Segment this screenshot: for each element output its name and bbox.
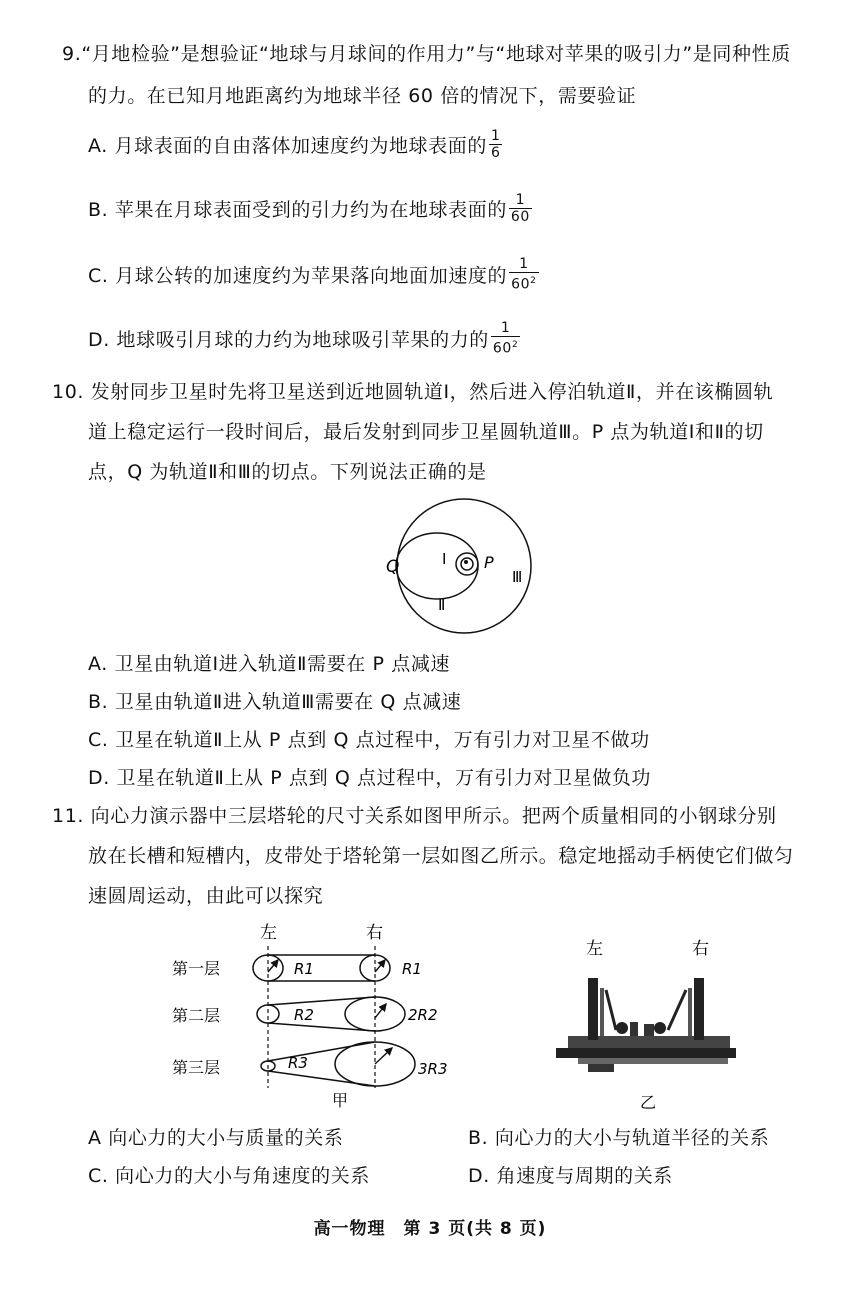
- earth-center: [464, 560, 468, 564]
- left-lever: [606, 990, 616, 1030]
- q10-option-b: B. 卫星由轨道Ⅱ进入轨道Ⅲ需要在 Q 点减速: [88, 691, 462, 713]
- q9-option-d-fraction: [491, 320, 520, 357]
- label-orbit-ii: Ⅱ: [438, 596, 446, 614]
- fraction-numerator: 1: [515, 192, 526, 208]
- layer3-right-radius: [375, 1048, 392, 1064]
- fraction-denominator: 6: [490, 145, 501, 161]
- earth: [461, 558, 473, 570]
- label-l3-left: R3: [288, 1054, 308, 1072]
- q11-stem-line1: 11. 向心力演示器中三层塔轮的尺寸关系如图甲所示。把两个质量相同的小钢球分别: [52, 805, 777, 827]
- apparatus-base: [556, 1048, 736, 1058]
- caption-yi: 乙: [640, 1093, 657, 1112]
- fraction-numerator: 1: [490, 128, 501, 144]
- orbit-iii: [397, 499, 531, 633]
- label-right: 右: [366, 923, 383, 943]
- q11-option-a: A 向心力的大小与质量的关系: [88, 1127, 344, 1149]
- fraction-den-base: 60: [492, 340, 512, 357]
- layer2-left-wheel: [257, 1005, 279, 1023]
- orbit-diagram: [380, 494, 550, 644]
- label-layer1: 第一层: [172, 959, 221, 978]
- q9-option-c-text: C. 月球公转的加速度约为苹果落向地面加速度的: [88, 264, 508, 287]
- layer2-right-radius: [375, 1004, 386, 1018]
- fraction-denominator: [491, 336, 520, 357]
- q9-stem-line2: 的力。在已知月地距离约为地球半径 60 倍的情况下，需要验证: [88, 85, 637, 107]
- label-right: 右: [692, 939, 709, 959]
- label-l1-right: R1: [402, 960, 422, 978]
- fraction-numerator: 1: [519, 256, 529, 272]
- q9-stem-line1: 9.“月地检验”是想验证“地球与月球间的作用力”与“地球对苹果的吸引力”是同种性质: [62, 43, 791, 65]
- label-left: 左: [260, 923, 277, 943]
- q11-stem-line2: 放在长槽和短槽内，皮带处于塔轮第一层如图乙所示。稳定地摇动手柄使它们做匀: [88, 845, 794, 867]
- caption-jia: 甲: [332, 1091, 349, 1110]
- q9-option-a: [88, 130, 502, 163]
- q9-option-b-text: B. 苹果在月球表面受到的引力约为在地球表面的: [88, 199, 507, 221]
- layer1-left-radius: [268, 960, 278, 972]
- q9-option-d: [88, 322, 520, 359]
- right-column: [694, 978, 704, 1040]
- fraction-denominator: 60: [510, 209, 530, 225]
- left-holder: [630, 1022, 638, 1036]
- label-q: Q: [386, 557, 400, 577]
- q10-stem-line1: 10. 发射同步卫星时先将卫星送到近地圆轨道Ⅰ，然后进入停泊轨道Ⅱ，并在该椭圆轨: [52, 381, 774, 403]
- layer3-belt-top: [268, 1042, 375, 1061]
- q11-option-b: B. 向心力的大小与轨道半径的关系: [468, 1127, 770, 1149]
- label-l2-right: 2R2: [408, 1006, 438, 1024]
- label-left: 左: [586, 939, 603, 959]
- right-holder: [644, 1024, 654, 1036]
- tower-wheel-diagram-jia: [160, 916, 460, 1112]
- layer1-right-radius: [375, 960, 385, 972]
- right-lever: [668, 990, 686, 1030]
- q9-option-c: [88, 258, 539, 295]
- orbit-i: [456, 553, 478, 575]
- q9-option-b-fraction: [509, 192, 532, 225]
- q9-option-b: [88, 194, 532, 227]
- layer2-belt-top: [268, 997, 375, 1005]
- q10-stem-line2: 道上稳定运行一段时间后，最后发射到同步卫星圆轨道Ⅲ。P 点为轨道Ⅰ和Ⅱ的切: [88, 421, 764, 443]
- left-ball: [616, 1022, 628, 1034]
- q11-stem-line3: 速圆周运动，由此可以探究: [88, 885, 324, 907]
- layer3-belt-bottom: [268, 1071, 375, 1086]
- q10-option-a: A. 卫星由轨道Ⅰ进入轨道Ⅱ需要在 P 点减速: [88, 653, 451, 675]
- label-layer3: 第三层: [172, 1058, 221, 1077]
- q11-option-c: C. 向心力的大小与角速度的关系: [88, 1165, 370, 1187]
- right-sleeve: [688, 988, 692, 1036]
- label-l2-left: R2: [294, 1006, 314, 1024]
- orbit-ii: [396, 533, 478, 599]
- q10-option-c: C. 卫星在轨道Ⅱ上从 P 点到 Q 点过程中，万有引力对卫星不做功: [88, 729, 650, 751]
- apparatus-diagram-yi: [548, 930, 748, 1116]
- layer2-belt-bottom: [268, 1023, 375, 1031]
- label-p: P: [484, 553, 494, 572]
- label-layer2: 第二层: [172, 1006, 221, 1025]
- fraction-den-exponent: 2: [530, 276, 537, 286]
- q9-option-a-fraction: [489, 128, 503, 161]
- fraction-numerator: 1: [500, 320, 511, 336]
- page-footer: 高一物理 第 3 页(共 8 页): [313, 1219, 547, 1239]
- apparatus-plate: [578, 1058, 728, 1064]
- fraction-den-exponent: 2: [511, 340, 519, 350]
- right-ball: [654, 1022, 666, 1034]
- left-sleeve: [600, 988, 604, 1036]
- apparatus-wheel: [588, 1064, 614, 1072]
- label-orbit-i: Ⅰ: [442, 550, 447, 568]
- q9-option-c-fraction: [509, 256, 538, 293]
- q10-option-d: D. 卫星在轨道Ⅱ上从 P 点到 Q 点过程中，万有引力对卫星做负功: [88, 767, 652, 789]
- fraction-den-base: 60: [511, 276, 531, 293]
- label-orbit-iii: Ⅲ: [512, 568, 523, 586]
- q9-option-a-text: A. 月球表面的自由落体加速度约为地球表面的: [88, 135, 487, 157]
- left-column: [588, 978, 598, 1040]
- q9-option-d-text: D. 地球吸引月球的力约为地球吸引苹果的力的: [88, 328, 489, 351]
- q11-option-d: D. 角速度与周期的关系: [468, 1165, 673, 1187]
- label-l3-right: 3R3: [418, 1060, 448, 1078]
- fraction-denominator: [509, 272, 538, 293]
- label-l1-left: R1: [294, 960, 314, 978]
- q10-stem-line3: 点，Q 为轨道Ⅱ和Ⅲ的切点。下列说法正确的是: [88, 461, 487, 483]
